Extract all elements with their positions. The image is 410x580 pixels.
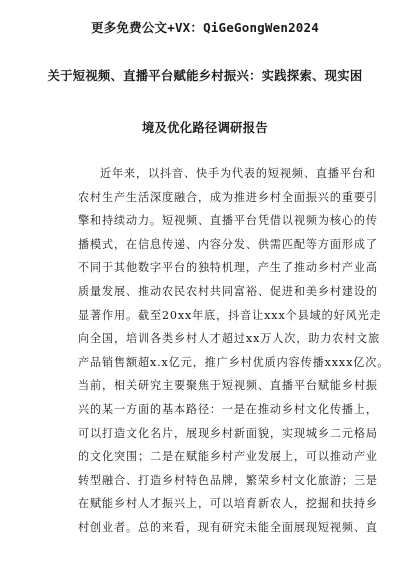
body-line: 质量发展、推动农民农村共同富裕、促进和美乡村建设的: [78, 284, 378, 298]
body-line: 近年来，以抖音、快手为代表的短视频、直播平台和: [100, 167, 376, 180]
body-line: 村创业者。总的来看，现有研究未能全面展现短视频、直: [78, 520, 378, 534]
promo-header: 更多免费公文+VX：QiGeGongWen2024: [91, 20, 319, 35]
body-line: 转型融合、打造乡村特色品牌，繁荣乡村文化旅游；三是: [78, 473, 378, 487]
body-line: 擎和持续动力。短视频、直播平台凭借以视频为核心的传: [78, 214, 378, 228]
body-line: 显著作用。截至20xx年底，抖音让xxx个县域的好风光走: [78, 308, 382, 322]
body-line: 的文化突围；二是在赋能乡村产业发展上，可以推动产业: [78, 450, 378, 464]
body-line: 不同于其他数字平台的独特机理，产生了推动乡村产业高: [78, 261, 378, 275]
document-title-line-1: 关于短视频、直播平台赋能乡村振兴：实践探索、现实困: [47, 68, 363, 83]
body-line: 产品销售额超x.x亿元，推广乡村优质内容传播xxxx亿次。: [78, 355, 390, 369]
body-line: 兴的某一方面的基本路径：一是在推动乡村文化传播上，: [78, 402, 378, 416]
body-line: 在赋能乡村人才振兴上，可以培育新农人，挖掘和扶持乡: [78, 497, 378, 511]
body-line: 播模式，在信息传递、内容分发、供需匹配等方面形成了: [78, 237, 378, 251]
body-line: 农村生产生活深度融合，成为推进乡村全面振兴的重要引: [78, 190, 378, 204]
body-line: 当前，相关研究主要聚焦于短视频、直播平台赋能乡村振: [78, 379, 378, 393]
body-line: 向全国，培训各类乡村人才超过xx万人次，助力农村文旅: [78, 332, 381, 346]
body-text: [78, 162, 390, 540]
body-line: 可以打造文化名片，展现乡村新面貌，实现城乡二元格局: [78, 426, 378, 440]
document-title-line-2: 境及优化路径调研报告: [142, 120, 268, 135]
